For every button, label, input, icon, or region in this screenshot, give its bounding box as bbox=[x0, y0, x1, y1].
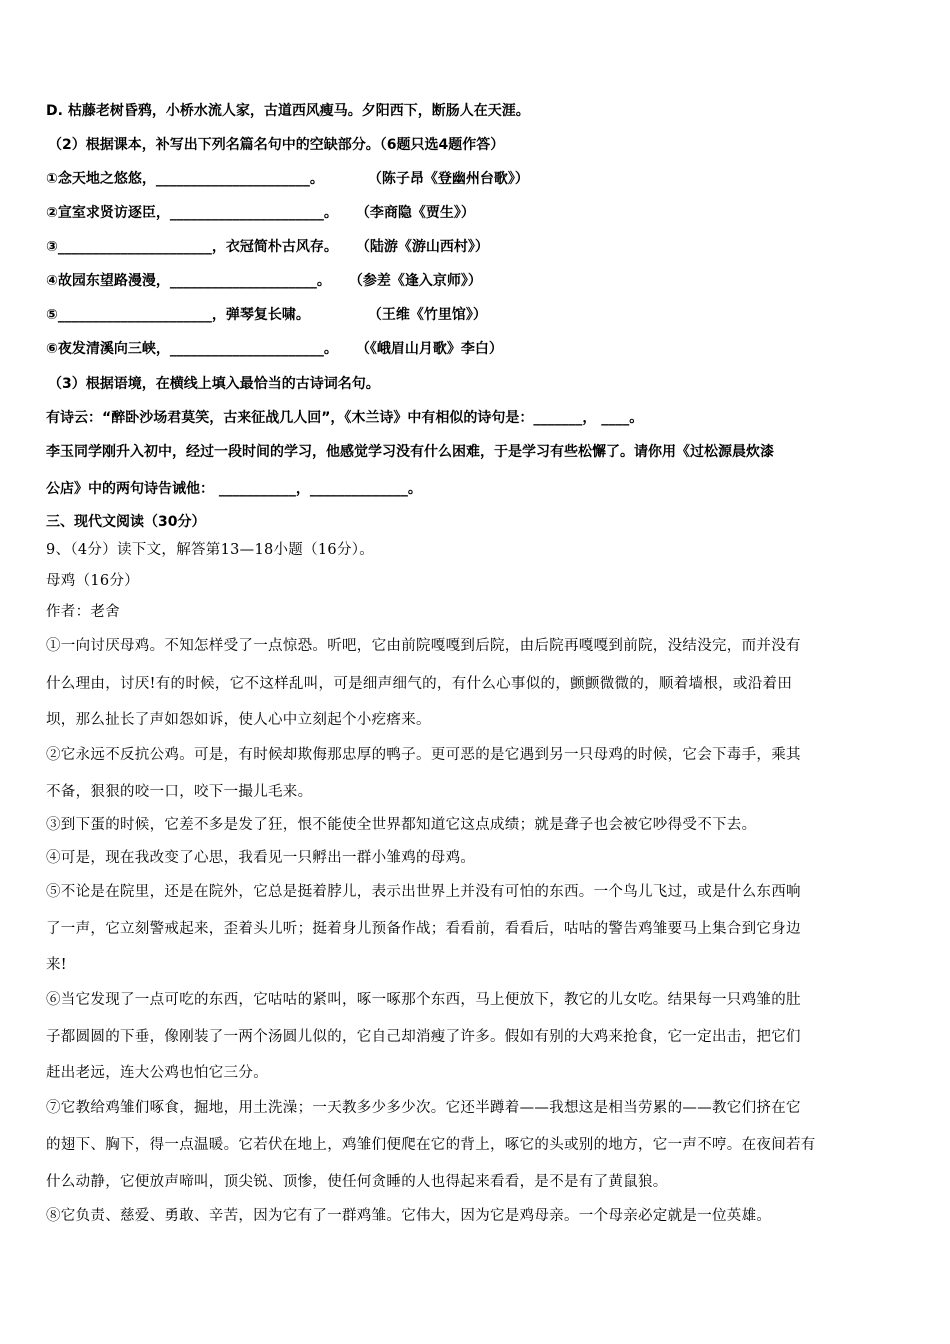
fill-blank-5 bbox=[46, 305, 487, 325]
paragraph-6-line-1: ⑥当它发现了一点可吃的东西，它咕咕的紧叫，啄一啄那个东西，马上便放下，教它的儿女吃。结果每一只鸡雏的肚 bbox=[46, 992, 801, 1008]
fill-blank-2-source: （李商隐《贾生》） bbox=[355, 205, 475, 221]
paragraph-5-line-2: 了一声，它立刻警戒起来，歪着头儿听；挺着身儿预备作战；看看前，看看后，咕咕的警告鸡雏要马上集合到它身边 bbox=[46, 921, 801, 937]
fill-blank-3-text: ③______________________，衣冠简朴古风存。 bbox=[46, 239, 338, 255]
paragraph-7-line-3: 什么动静，它便放声啼叫，顶尖锐、顶惨，使任何贪睡的人也得起来看看，是不是有了黄鼠狼。 bbox=[46, 1174, 668, 1190]
fill-blank-6-source: （《峨眉山月歌》李白） bbox=[355, 341, 503, 357]
fill-blank-5-source: （王维《竹里馆》） bbox=[367, 307, 487, 323]
fill-blank-3 bbox=[46, 237, 489, 257]
paragraph-6-line-3: 赶出老远，连大公鸡也怕它三分。 bbox=[46, 1065, 268, 1081]
fill-blank-6 bbox=[46, 339, 503, 359]
paragraph-3: ③到下蛋的时候，它差不多是发了狂，恨不能使全世界都知道它这点成绩；就是聋子也会被它吵得受不下去。 bbox=[46, 817, 757, 833]
paragraph-5-line-3: 来! bbox=[46, 957, 67, 973]
fill-blank-6-text: ⑥夜发清溪向三峡，______________________。 bbox=[46, 341, 338, 357]
paragraph-1-line-3: 坝，那么扯长了声如怨如诉，使人心中立刻起个小疙瘩来。 bbox=[46, 712, 431, 728]
paragraph-1-line-2: 什么理由，讨厌!有的时候，它不这样乱叫，可是细声细气的，有什么心事似的，颤颤微微的，顺着墙根，或沿着田 bbox=[46, 676, 793, 692]
fill-blank-1-source: （陈子昂《登幽州台歌》） bbox=[367, 171, 529, 187]
fill-blank-4 bbox=[46, 271, 482, 291]
question-3-item-1: 有诗云：“醉卧沙场君莫笑，古来征战几人回”，《木兰诗》中有相似的诗句是：_______， ____。 bbox=[46, 410, 644, 426]
question-3-item-2b: 公店》中的两句诗告诫他： ___________，______________。 bbox=[46, 481, 422, 497]
fill-blank-1 bbox=[46, 169, 529, 189]
paragraph-2-line-2: 不备，狠狠的咬一口，咬下一撮儿毛来。 bbox=[46, 784, 313, 800]
question-3-instruction: （3）根据语境，在横线上填入最恰当的古诗词名句。 bbox=[48, 376, 380, 392]
paragraph-5-line-1: ⑤不论是在院里，还是在院外，它总是挺着脖儿，表示出世界上并没有可怕的东西。一个鸟儿飞过，或是什么东西响 bbox=[46, 884, 801, 900]
fill-blank-2-text: ②宣室求贤访逐臣，______________________。 bbox=[46, 205, 338, 221]
paragraph-2-line-1: ②它永远不反抗公鸡。可是，有时候却欺侮那忠厚的鸭子。更可恶的是它遇到另一只母鸡的时候，它会下毒手，乘其 bbox=[46, 747, 801, 763]
article-author: 作者：老舍 bbox=[46, 604, 120, 620]
question-2-instruction: （2）根据课本，补写出下列名篇名句中的空缺部分。（6题只选4题作答） bbox=[48, 137, 505, 153]
fill-blank-4-text: ④故园东望路漫漫，_____________________。 bbox=[46, 273, 331, 289]
fill-blank-4-source: （参差《逢入京师》） bbox=[348, 273, 482, 289]
option-d-line: D. 枯藤老树昏鸦，小桥水流人家，古道西风瘦马。夕阳西下，断肠人在天涯。 bbox=[46, 103, 530, 119]
fill-blank-3-source: （陆游《游山西村》） bbox=[355, 239, 489, 255]
question-9-instruction: 9、（4分）读下文，解答第13—18小题（16分）。 bbox=[46, 542, 375, 558]
paragraph-1-line-1: ①一向讨厌母鸡。不知怎样受了一点惊恐。听吧，它由前院嘎嘎到后院，由后院再嘎嘎到前院，没结没完，而并没有 bbox=[46, 638, 801, 654]
paragraph-7-line-2: 的翅下、胸下，得一点温暖。它若伏在地上，鸡雏们便爬在它的背上，啄它的头或别的地方，它一声不哼。在夜间若有 bbox=[46, 1137, 816, 1153]
fill-blank-5-text: ⑤______________________，弹琴复长啸。 bbox=[46, 307, 310, 323]
question-3-item-2a: 李玉同学刚升入初中，经过一段时间的学习，他感觉学习没有什么困难，于是学习有些松懈了。请你用《过松源晨炊漆 bbox=[46, 444, 774, 460]
paragraph-4: ④可是，现在我改变了心思，我看见一只孵出一群小雏鸡的母鸡。 bbox=[46, 850, 476, 866]
article-title: 母鸡（16分） bbox=[46, 573, 140, 589]
paragraph-6-line-2: 子都圆圆的下垂，像刚装了一两个汤圆儿似的，它自己却消瘦了许多。假如有别的大鸡来抢食，它一定出击，把它们 bbox=[46, 1029, 801, 1045]
paragraph-8: ⑧它负责、慈爱、勇敢、辛苦，因为它有了一群鸡雏。它伟大，因为它是鸡母亲。一个母亲必定就是一位英雄。 bbox=[46, 1208, 772, 1224]
paragraph-7-line-1: ⑦它教给鸡雏们啄食，掘地，用土洗澡；一天教多少多少次。它还半蹲着——我想这是相当劳累的——教它们挤在它 bbox=[46, 1100, 801, 1116]
fill-blank-2 bbox=[46, 203, 475, 223]
fill-blank-1-text: ①念天地之悠悠，______________________。 bbox=[46, 171, 324, 187]
section-3-heading: 三、现代文阅读（30分） bbox=[46, 514, 206, 530]
